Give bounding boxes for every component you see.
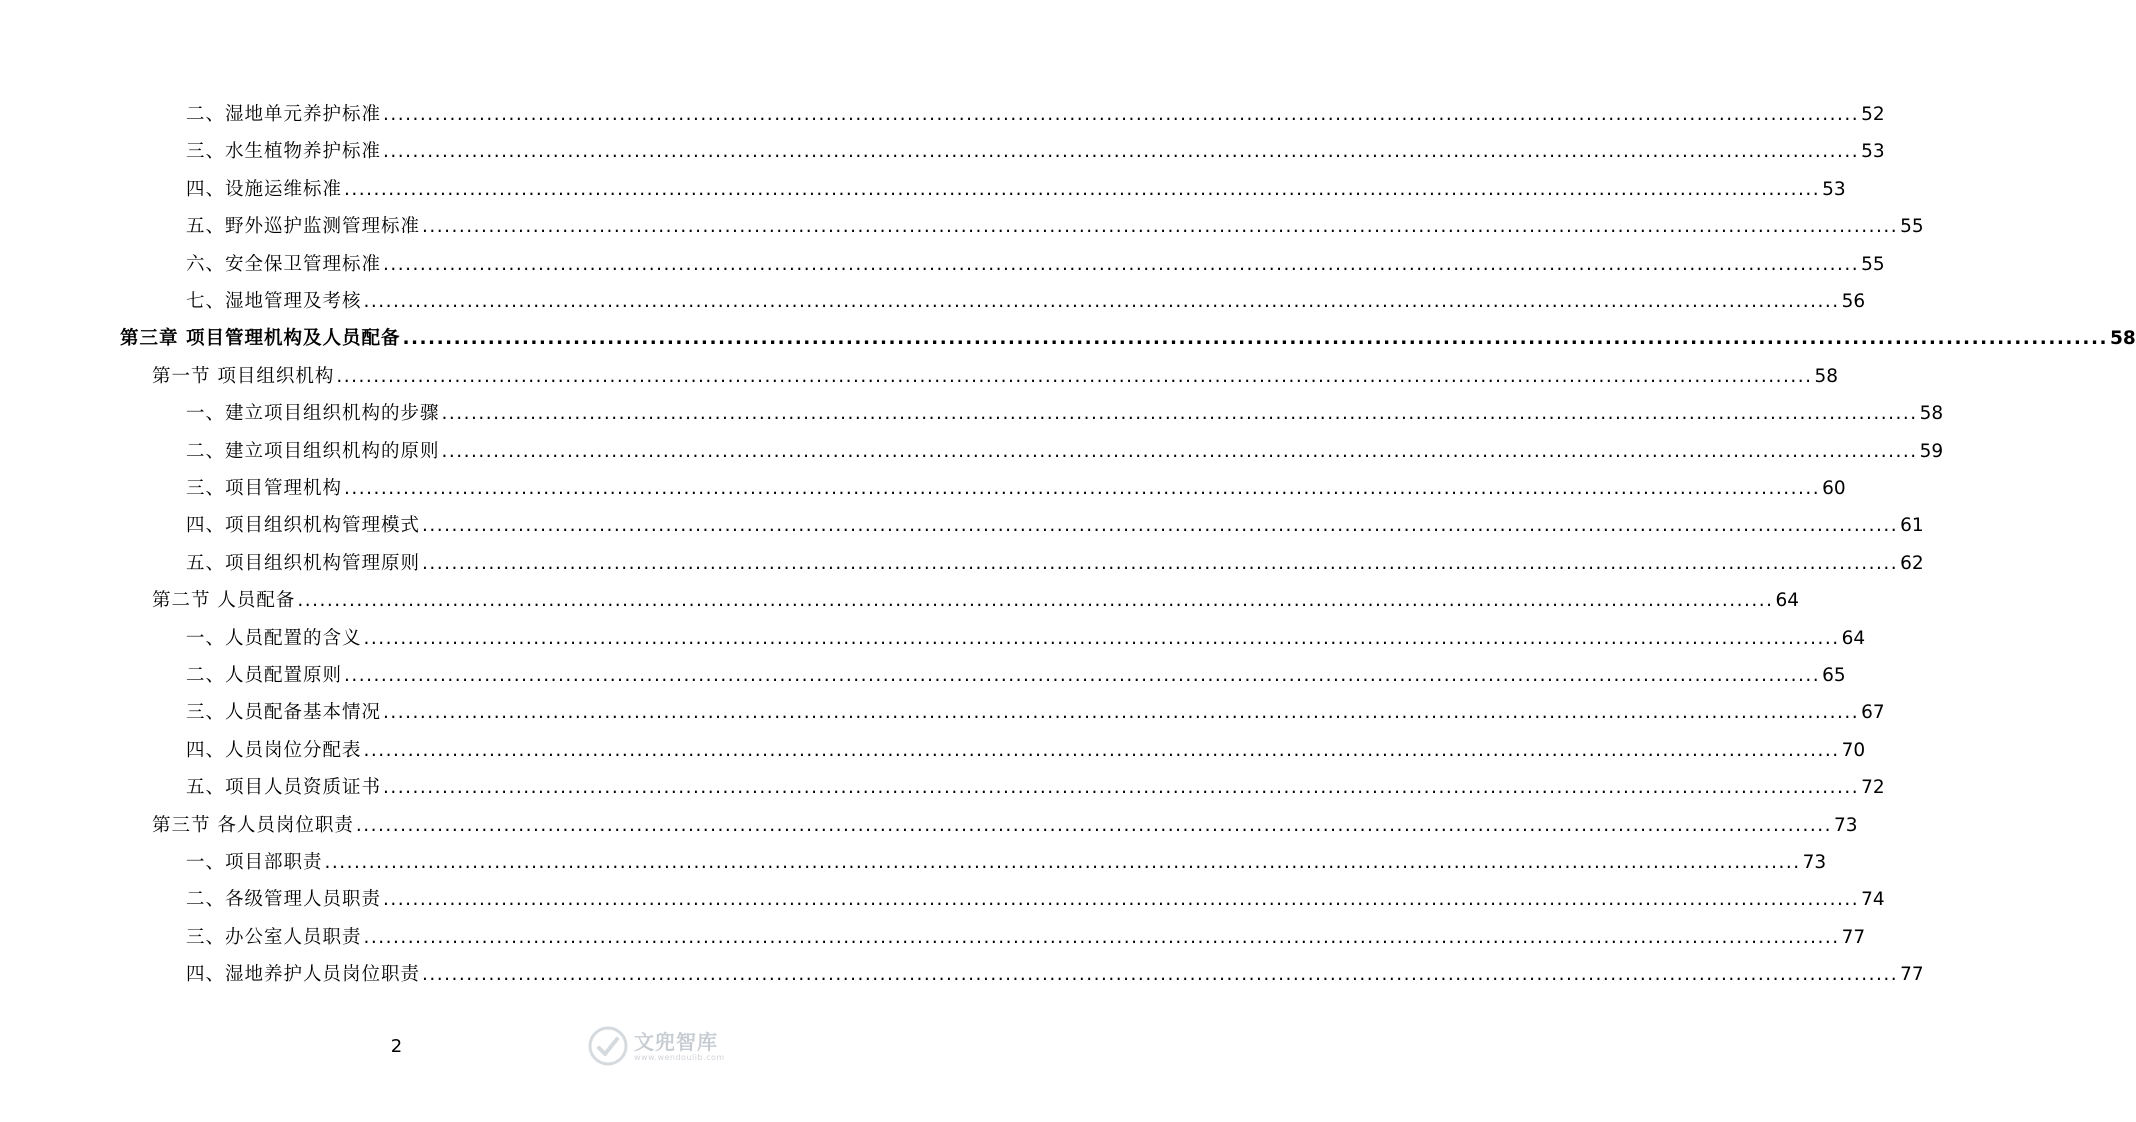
toc-leader-dots: ........................................................................................................................................................................................................ (422, 552, 1899, 574)
toc-entry-page: 56 (1841, 291, 1866, 312)
toc-entry[interactable] (186, 549, 1924, 579)
toc-entry[interactable] (186, 100, 1885, 130)
toc-entry[interactable] (186, 137, 1885, 167)
toc-leader-dots: ........................................................................................................................................................................................................ (344, 478, 1821, 499)
toc-entry-title: 第二节 人员配备 (152, 590, 296, 612)
toc-entry-title: 一、建立项目组织机构的步骤 (186, 403, 440, 425)
toc-entry-page: 55 (1900, 216, 1924, 238)
watermark-name: 文兜智库 (634, 1029, 718, 1054)
toc-entry[interactable] (186, 661, 1846, 691)
toc-entry[interactable] (186, 250, 1885, 280)
toc-entry[interactable] (186, 175, 1846, 205)
toc-entry-page: 73 (1802, 852, 1827, 873)
watermark-url: www.wendoulib.com (634, 1052, 725, 1062)
toc-entry-page: 59 (1919, 440, 1944, 462)
toc-entry-page: 61 (1900, 515, 1924, 537)
toc-entry[interactable] (120, 324, 2136, 354)
toc-leader-dots: ........................................................................................................................................................................................................ (363, 627, 1840, 649)
toc-leader-dots: ........................................................................................................................................................................................................ (422, 515, 1899, 537)
toc-leader-dots: ........................................................................................................................................................................................................ (441, 403, 1918, 425)
toc-entry-title: 七、湿地管理及考核 (186, 291, 362, 312)
toc-entry-title: 二、各级管理人员职责 (186, 889, 382, 911)
page-number: 2 (390, 1036, 403, 1057)
toc-entry[interactable] (186, 773, 1885, 803)
toc-entry[interactable] (186, 399, 1944, 429)
toc-entry-title: 六、安全保卫管理标准 (186, 253, 382, 275)
toc-entry-title: 四、人员岗位分配表 (186, 739, 362, 761)
toc-entry-title: 二、湿地单元养护标准 (186, 104, 382, 125)
toc-entry-page: 55 (1861, 253, 1885, 275)
toc-entry-title: 第一节 项目组织机构 (152, 365, 335, 387)
toc-entry-page: 64 (1775, 590, 1800, 612)
toc-leader-dots: ........................................................................................................................................................................................................ (363, 926, 1840, 948)
toc-entry-page: 58 (1919, 403, 1944, 425)
toc-entry[interactable] (186, 437, 1944, 467)
toc-entry[interactable] (186, 885, 1885, 915)
toc-entry-page: 74 (1861, 889, 1885, 911)
toc-entry-title: 三、办公室人员职责 (186, 926, 362, 948)
toc-entry-page: 73 (1834, 814, 1858, 836)
watermark (588, 1022, 758, 1070)
toc-leader-dots: ........................................................................................................................................................................................................ (324, 852, 1801, 873)
toc-entry[interactable] (186, 511, 1924, 541)
toc-entry[interactable] (186, 624, 1866, 654)
toc-entry-page: 70 (1841, 739, 1866, 761)
wendou-logo-icon (588, 1026, 628, 1066)
toc-entry-page: 65 (1822, 665, 1846, 686)
toc-entry[interactable] (186, 848, 1827, 878)
toc-entry-title: 四、设施运维标准 (186, 178, 343, 200)
toc-entry-title: 五、项目组织机构管理原则 (186, 552, 421, 574)
toc-leader-dots: ........................................................................................................................................................................................................ (383, 141, 1860, 163)
toc-entry-title: 一、项目部职责 (186, 852, 323, 873)
toc-leader-dots: ........................................................................................................................................................................................................ (363, 291, 1840, 312)
toc-entry-page: 58 (2110, 328, 2136, 350)
toc-leader-dots: ........................................................................................................................................................................................................ (344, 665, 1821, 686)
toc-entry-title: 三、项目管理机构 (186, 478, 343, 499)
toc-entry-title: 一、人员配置的含义 (186, 627, 362, 649)
toc-leader-dots: ........................................................................................................................................................................................................ (383, 889, 1860, 911)
toc-entry-title: 二、建立项目组织机构的原则 (186, 440, 440, 462)
toc-entry-page: 62 (1900, 552, 1924, 574)
toc-entry-title: 二、人员配置原则 (186, 665, 343, 686)
toc-entry-page: 64 (1841, 627, 1866, 649)
toc-entry[interactable] (186, 212, 1924, 242)
toc-leader-dots: ........................................................................................................................................................................................................ (383, 104, 1860, 125)
toc-entry-page: 77 (1900, 964, 1924, 986)
toc-leader-dots: ........................................................................................................................................................................................................ (336, 365, 1813, 387)
toc-entry[interactable] (152, 586, 1800, 616)
toc-leader-dots: ........................................................................................................................................................................................................ (441, 440, 1918, 462)
toc-entry-page: 52 (1861, 104, 1885, 125)
toc-entry[interactable] (186, 960, 1924, 990)
toc-entry[interactable] (152, 362, 1839, 392)
toc-entry-title: 第三节 各人员岗位职责 (152, 814, 354, 836)
toc-entry-title: 三、人员配备基本情况 (186, 702, 382, 724)
toc-entry-title: 第三章 项目管理机构及人员配备 (120, 328, 401, 350)
toc-entry[interactable] (186, 736, 1866, 766)
toc-leader-dots: ........................................................................................................................................................................................................ (297, 590, 1774, 612)
toc-entry[interactable] (186, 474, 1846, 504)
toc-leader-dots: ........................................................................................................................................................................................................ (402, 328, 2109, 350)
toc-leader-dots: ........................................................................................................................................................................................................ (355, 814, 1833, 836)
toc-entry-page: 72 (1861, 777, 1885, 799)
toc-entry-title: 四、湿地养护人员岗位职责 (186, 964, 421, 986)
toc-entry-page: 77 (1841, 926, 1866, 948)
toc-entry-title: 四、项目组织机构管理模式 (186, 515, 421, 537)
toc-entry-page: 60 (1822, 478, 1846, 499)
toc-entry-page: 67 (1861, 702, 1885, 724)
toc-entry-page: 53 (1822, 178, 1846, 200)
toc-entry-page: 58 (1814, 365, 1839, 387)
toc-entry[interactable] (152, 811, 1858, 841)
toc-leader-dots: ........................................................................................................................................................................................................ (422, 216, 1899, 238)
toc-entry-title: 五、野外巡护监测管理标准 (186, 216, 421, 238)
toc-leader-dots: ........................................................................................................................................................................................................ (344, 178, 1821, 200)
toc-entry-page: 53 (1861, 141, 1885, 163)
toc-leader-dots: ........................................................................................................................................................................................................ (363, 739, 1840, 761)
toc-leader-dots: ........................................................................................................................................................................................................ (383, 702, 1860, 724)
toc-leader-dots: ........................................................................................................................................................................................................ (422, 964, 1899, 986)
toc-leader-dots: ........................................................................................................................................................................................................ (383, 253, 1860, 275)
toc-entry[interactable] (186, 287, 1866, 317)
toc-entry-title: 三、水生植物养护标准 (186, 141, 382, 163)
toc-entry[interactable] (186, 698, 1885, 728)
toc-leader-dots: ........................................................................................................................................................................................................ (383, 777, 1860, 799)
toc-entry-title: 五、项目人员资质证书 (186, 777, 382, 799)
toc-entry[interactable] (186, 923, 1866, 953)
